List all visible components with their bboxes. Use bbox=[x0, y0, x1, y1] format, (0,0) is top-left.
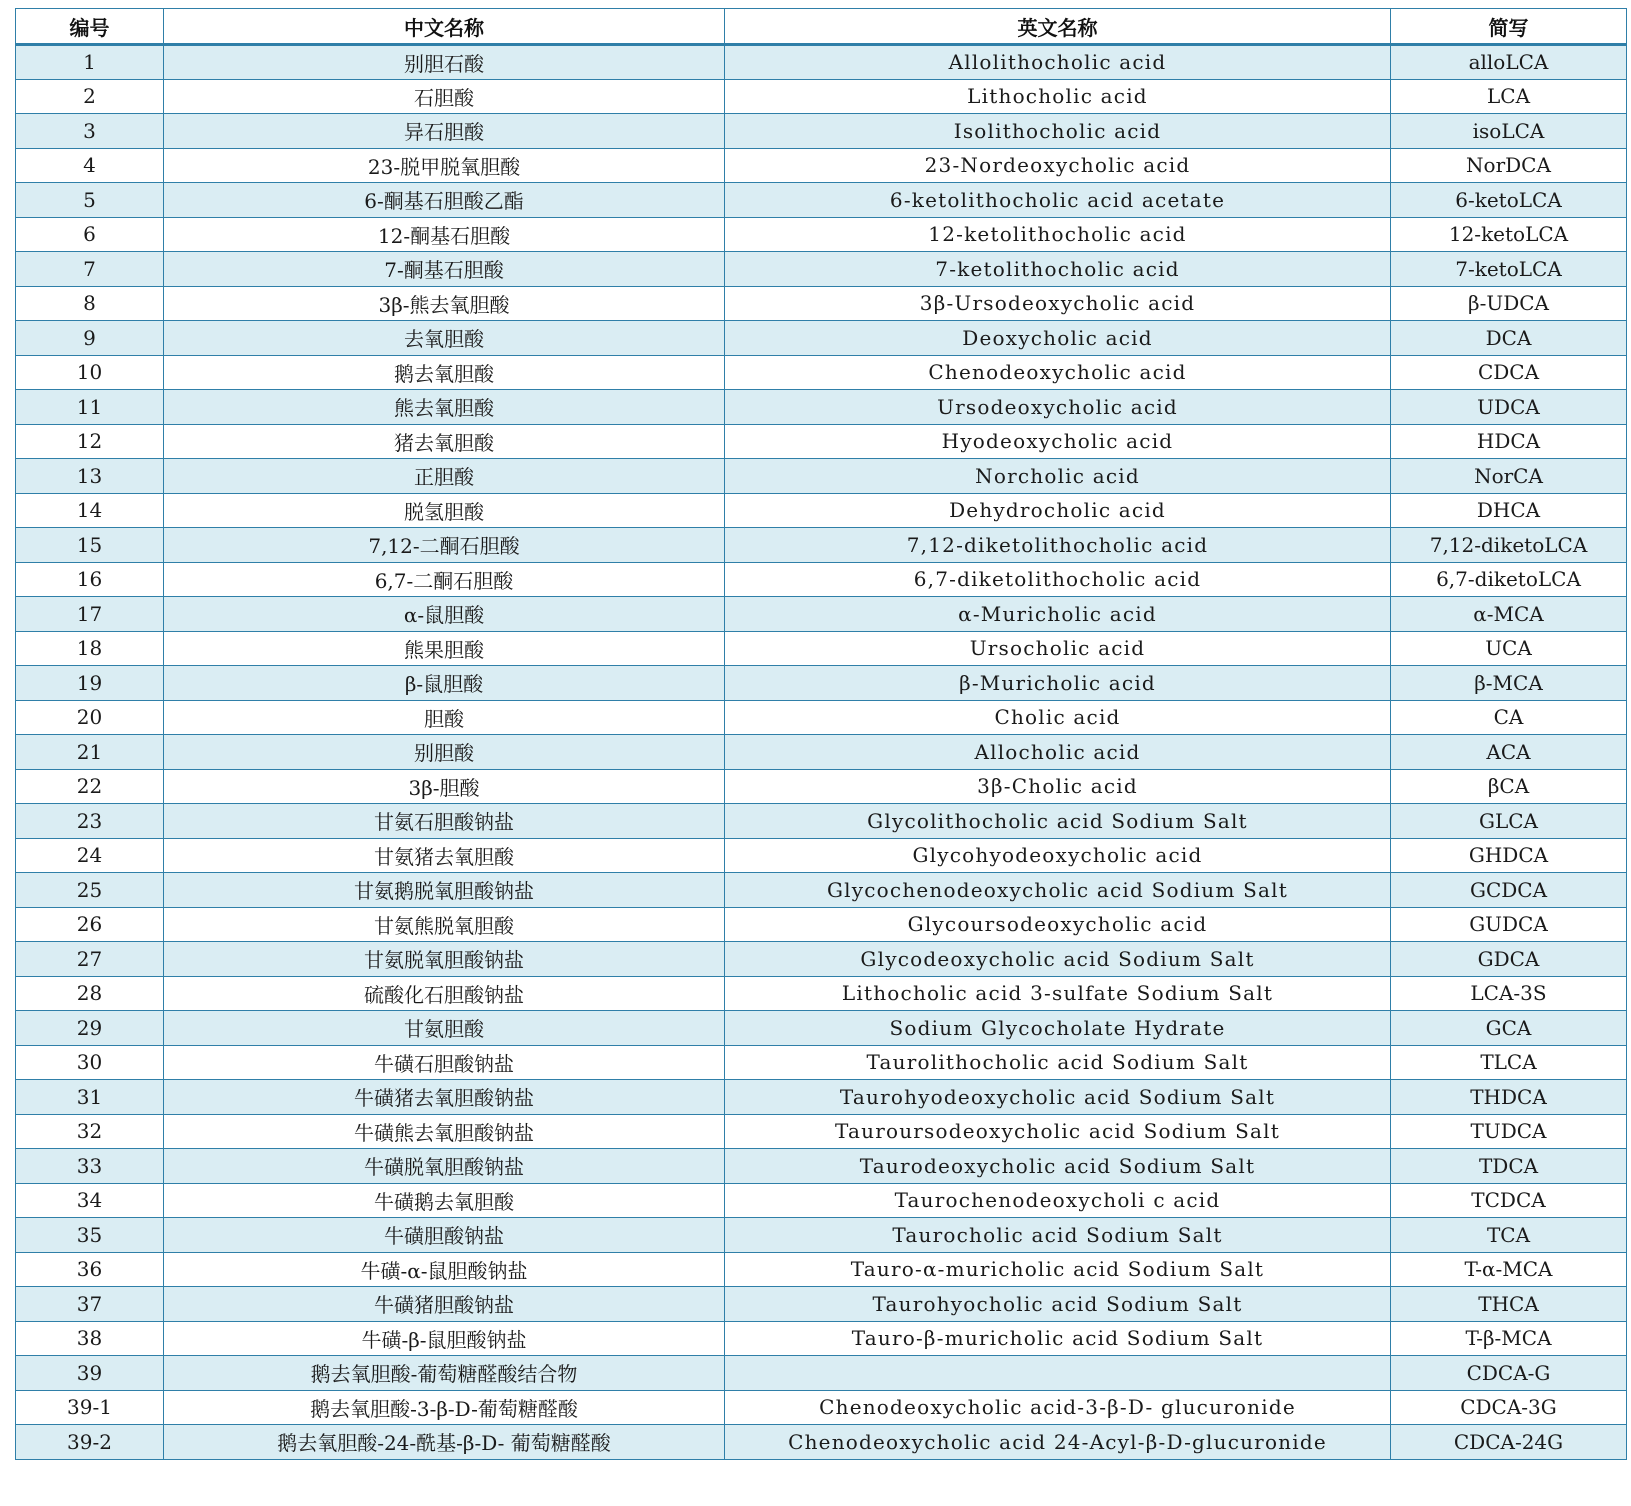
table-row bbox=[16, 390, 1627, 425]
cell-abbreviation: GDCA bbox=[1391, 942, 1627, 977]
cell-english-name: Deoxycholic acid bbox=[725, 321, 1391, 356]
cell-number: 30 bbox=[16, 1045, 164, 1080]
cell-number: 37 bbox=[16, 1287, 164, 1322]
cell-english-name: Allolithocholic acid bbox=[725, 45, 1391, 80]
cell-english-name: Tauroursodeoxycholic acid Sodium Salt bbox=[725, 1114, 1391, 1149]
cell-abbreviation: GCA bbox=[1391, 1011, 1627, 1046]
cell-abbreviation: T-β-MCA bbox=[1391, 1321, 1627, 1356]
cell-abbreviation: β-UDCA bbox=[1391, 286, 1627, 321]
cell-number: 9 bbox=[16, 321, 164, 356]
table-row bbox=[16, 321, 1627, 356]
cell-english-name: 7-ketolithocholic acid bbox=[725, 252, 1391, 287]
cell-number: 11 bbox=[16, 390, 164, 425]
cell-number: 33 bbox=[16, 1149, 164, 1184]
cell-chinese-name: 甘氨猪去氧胆酸 bbox=[164, 838, 725, 873]
cell-chinese-name: 牛磺猪去氧胆酸钠盐 bbox=[164, 1080, 725, 1115]
cell-number: 29 bbox=[16, 1011, 164, 1046]
cell-number: 18 bbox=[16, 631, 164, 666]
cell-english-name: Taurolithocholic acid Sodium Salt bbox=[725, 1045, 1391, 1080]
cell-english-name: Allocholic acid bbox=[725, 735, 1391, 770]
cell-chinese-name: 熊去氧胆酸 bbox=[164, 390, 725, 425]
cell-abbreviation: TLCA bbox=[1391, 1045, 1627, 1080]
cell-abbreviation: GCDCA bbox=[1391, 873, 1627, 908]
cell-number: 35 bbox=[16, 1218, 164, 1253]
cell-english-name: Taurochenodeoxycholi c acid bbox=[725, 1183, 1391, 1218]
cell-number: 13 bbox=[16, 459, 164, 494]
cell-number: 26 bbox=[16, 907, 164, 942]
cell-number: 7 bbox=[16, 252, 164, 287]
cell-chinese-name: 鹅去氧胆酸-3-β-D-葡萄糖醛酸 bbox=[164, 1390, 725, 1425]
cell-abbreviation: alloLCA bbox=[1391, 45, 1627, 80]
header-abbreviation: 简写 bbox=[1391, 9, 1627, 45]
table-row bbox=[16, 355, 1627, 390]
cell-abbreviation: β-MCA bbox=[1391, 666, 1627, 701]
cell-abbreviation: UCA bbox=[1391, 631, 1627, 666]
table-row bbox=[16, 1149, 1627, 1184]
table-row bbox=[16, 528, 1627, 563]
table-row bbox=[16, 1218, 1627, 1253]
cell-english-name: Lithocholic acid bbox=[725, 79, 1391, 114]
cell-english-name: 6-ketolithocholic acid acetate bbox=[725, 183, 1391, 218]
table-row bbox=[16, 804, 1627, 839]
cell-english-name: Tauro-α-muricholic acid Sodium Salt bbox=[725, 1252, 1391, 1287]
table-row bbox=[16, 79, 1627, 114]
cell-english-name: 6,7-diketolithocholic acid bbox=[725, 562, 1391, 597]
table-row bbox=[16, 45, 1627, 80]
table-row bbox=[16, 873, 1627, 908]
cell-chinese-name: 牛磺胆酸钠盐 bbox=[164, 1218, 725, 1253]
cell-number: 22 bbox=[16, 769, 164, 804]
table-row bbox=[16, 769, 1627, 804]
bile-acid-table-container bbox=[15, 8, 1626, 1460]
cell-english-name: Tauro-β-muricholic acid Sodium Salt bbox=[725, 1321, 1391, 1356]
table-row bbox=[16, 493, 1627, 528]
cell-abbreviation: THDCA bbox=[1391, 1080, 1627, 1115]
cell-number: 10 bbox=[16, 355, 164, 390]
cell-chinese-name: 硫酸化石胆酸钠盐 bbox=[164, 976, 725, 1011]
cell-number: 27 bbox=[16, 942, 164, 977]
cell-chinese-name: 胆酸 bbox=[164, 700, 725, 735]
cell-chinese-name: 去氧胆酸 bbox=[164, 321, 725, 356]
cell-abbreviation: TDCA bbox=[1391, 1149, 1627, 1184]
cell-english-name: 23-Nordeoxycholic acid bbox=[725, 148, 1391, 183]
cell-abbreviation: CDCA bbox=[1391, 355, 1627, 390]
table-row bbox=[16, 1080, 1627, 1115]
header-number: 编号 bbox=[16, 9, 164, 45]
table-row bbox=[16, 1287, 1627, 1322]
cell-number: 28 bbox=[16, 976, 164, 1011]
cell-english-name: Ursodeoxycholic acid bbox=[725, 390, 1391, 425]
cell-english-name: Hyodeoxycholic acid bbox=[725, 424, 1391, 459]
cell-chinese-name: 6-酮基石胆酸乙酯 bbox=[164, 183, 725, 218]
cell-chinese-name: 甘氨熊脱氧胆酸 bbox=[164, 907, 725, 942]
cell-abbreviation: α-MCA bbox=[1391, 597, 1627, 632]
cell-chinese-name: 牛磺猪胆酸钠盐 bbox=[164, 1287, 725, 1322]
cell-chinese-name: 7-酮基石胆酸 bbox=[164, 252, 725, 287]
cell-abbreviation: 7-ketoLCA bbox=[1391, 252, 1627, 287]
table-row bbox=[16, 1045, 1627, 1080]
table-row bbox=[16, 148, 1627, 183]
cell-abbreviation: UDCA bbox=[1391, 390, 1627, 425]
cell-abbreviation: HDCA bbox=[1391, 424, 1627, 459]
cell-chinese-name: β-鼠胆酸 bbox=[164, 666, 725, 701]
cell-number: 1 bbox=[16, 45, 164, 80]
cell-abbreviation: 7,12-diketoLCA bbox=[1391, 528, 1627, 563]
cell-chinese-name: α-鼠胆酸 bbox=[164, 597, 725, 632]
table-row bbox=[16, 700, 1627, 735]
cell-number: 34 bbox=[16, 1183, 164, 1218]
cell-chinese-name: 甘氨石胆酸钠盐 bbox=[164, 804, 725, 839]
cell-chinese-name: 甘氨鹅脱氧胆酸钠盐 bbox=[164, 873, 725, 908]
cell-english-name: Taurodeoxycholic acid Sodium Salt bbox=[725, 1149, 1391, 1184]
cell-number: 4 bbox=[16, 148, 164, 183]
table-row bbox=[16, 114, 1627, 149]
cell-number: 39 bbox=[16, 1356, 164, 1391]
header-row bbox=[16, 9, 1627, 45]
table-row bbox=[16, 562, 1627, 597]
cell-chinese-name: 正胆酸 bbox=[164, 459, 725, 494]
table-row bbox=[16, 838, 1627, 873]
bile-acid-table bbox=[15, 8, 1627, 1460]
cell-chinese-name: 牛磺-β-鼠胆酸钠盐 bbox=[164, 1321, 725, 1356]
cell-abbreviation: NorDCA bbox=[1391, 148, 1627, 183]
cell-abbreviation: 6-ketoLCA bbox=[1391, 183, 1627, 218]
cell-chinese-name: 牛磺石胆酸钠盐 bbox=[164, 1045, 725, 1080]
cell-abbreviation: LCA-3S bbox=[1391, 976, 1627, 1011]
cell-number: 20 bbox=[16, 700, 164, 735]
cell-english-name: Norcholic acid bbox=[725, 459, 1391, 494]
cell-abbreviation: THCA bbox=[1391, 1287, 1627, 1322]
table-row bbox=[16, 286, 1627, 321]
cell-abbreviation: LCA bbox=[1391, 79, 1627, 114]
cell-abbreviation: DHCA bbox=[1391, 493, 1627, 528]
cell-english-name: Taurohyodeoxycholic acid Sodium Salt bbox=[725, 1080, 1391, 1115]
cell-english-name: Cholic acid bbox=[725, 700, 1391, 735]
cell-number: 5 bbox=[16, 183, 164, 218]
cell-chinese-name: 别胆酸 bbox=[164, 735, 725, 770]
cell-english-name: β-Muricholic acid bbox=[725, 666, 1391, 701]
cell-english-name: Taurocholic acid Sodium Salt bbox=[725, 1218, 1391, 1253]
table-row bbox=[16, 907, 1627, 942]
cell-chinese-name: 12-酮基石胆酸 bbox=[164, 217, 725, 252]
cell-english-name: Taurohyocholic acid Sodium Salt bbox=[725, 1287, 1391, 1322]
cell-number: 39-1 bbox=[16, 1390, 164, 1425]
cell-number: 32 bbox=[16, 1114, 164, 1149]
cell-english-name: Chenodeoxycholic acid-3-β-D- glucuronide bbox=[725, 1390, 1391, 1425]
cell-english-name: Dehydrocholic acid bbox=[725, 493, 1391, 528]
cell-abbreviation: TCA bbox=[1391, 1218, 1627, 1253]
table-row bbox=[16, 1356, 1627, 1391]
table-row bbox=[16, 631, 1627, 666]
table-row bbox=[16, 1390, 1627, 1425]
table-row bbox=[16, 1321, 1627, 1356]
cell-number: 25 bbox=[16, 873, 164, 908]
cell-number: 12 bbox=[16, 424, 164, 459]
table-row bbox=[16, 976, 1627, 1011]
cell-number: 21 bbox=[16, 735, 164, 770]
cell-abbreviation: T-α-MCA bbox=[1391, 1252, 1627, 1287]
cell-english-name: Ursocholic acid bbox=[725, 631, 1391, 666]
cell-number: 14 bbox=[16, 493, 164, 528]
cell-chinese-name: 别胆石酸 bbox=[164, 45, 725, 80]
cell-english-name: Chenodeoxycholic acid bbox=[725, 355, 1391, 390]
cell-english-name: 12-ketolithocholic acid bbox=[725, 217, 1391, 252]
cell-abbreviation: CDCA-3G bbox=[1391, 1390, 1627, 1425]
cell-chinese-name: 3β-胆酸 bbox=[164, 769, 725, 804]
cell-english-name: Glycohyodeoxycholic acid bbox=[725, 838, 1391, 873]
cell-abbreviation: βCA bbox=[1391, 769, 1627, 804]
table-body bbox=[16, 45, 1627, 1460]
cell-english-name: Glycoursodeoxycholic acid bbox=[725, 907, 1391, 942]
cell-english-name: Glycochenodeoxycholic acid Sodium Salt bbox=[725, 873, 1391, 908]
cell-number: 31 bbox=[16, 1080, 164, 1115]
cell-chinese-name: 23-脱甲脱氧胆酸 bbox=[164, 148, 725, 183]
cell-number: 24 bbox=[16, 838, 164, 873]
cell-abbreviation: ACA bbox=[1391, 735, 1627, 770]
cell-abbreviation: 6,7-diketoLCA bbox=[1391, 562, 1627, 597]
header-chinese-name: 中文名称 bbox=[164, 9, 725, 45]
table-row bbox=[16, 183, 1627, 218]
table-row bbox=[16, 666, 1627, 701]
cell-abbreviation: GUDCA bbox=[1391, 907, 1627, 942]
cell-number: 3 bbox=[16, 114, 164, 149]
cell-number: 16 bbox=[16, 562, 164, 597]
cell-chinese-name: 牛磺熊去氧胆酸钠盐 bbox=[164, 1114, 725, 1149]
cell-english-name: Sodium Glycocholate Hydrate bbox=[725, 1011, 1391, 1046]
cell-chinese-name: 猪去氧胆酸 bbox=[164, 424, 725, 459]
cell-abbreviation: CDCA-24G bbox=[1391, 1425, 1627, 1460]
cell-chinese-name: 鹅去氧胆酸-24-酰基-β-D- 葡萄糖醛酸 bbox=[164, 1425, 725, 1460]
cell-number: 39-2 bbox=[16, 1425, 164, 1460]
cell-number: 6 bbox=[16, 217, 164, 252]
cell-number: 19 bbox=[16, 666, 164, 701]
cell-english-name bbox=[725, 1356, 1391, 1391]
table-row bbox=[16, 1183, 1627, 1218]
cell-chinese-name: 熊果胆酸 bbox=[164, 631, 725, 666]
cell-number: 15 bbox=[16, 528, 164, 563]
cell-english-name: Chenodeoxycholic acid 24-Acyl-β-D-glucuronide bbox=[725, 1425, 1391, 1460]
cell-abbreviation: NorCA bbox=[1391, 459, 1627, 494]
cell-number: 23 bbox=[16, 804, 164, 839]
cell-number: 36 bbox=[16, 1252, 164, 1287]
cell-abbreviation: TCDCA bbox=[1391, 1183, 1627, 1218]
cell-number: 17 bbox=[16, 597, 164, 632]
table-row bbox=[16, 1114, 1627, 1149]
cell-abbreviation: GHDCA bbox=[1391, 838, 1627, 873]
cell-chinese-name: 牛磺鹅去氧胆酸 bbox=[164, 1183, 725, 1218]
cell-abbreviation: DCA bbox=[1391, 321, 1627, 356]
cell-english-name: 3β-Cholic acid bbox=[725, 769, 1391, 804]
cell-number: 38 bbox=[16, 1321, 164, 1356]
table-row bbox=[16, 942, 1627, 977]
cell-chinese-name: 甘氨胆酸 bbox=[164, 1011, 725, 1046]
table-row bbox=[16, 1252, 1627, 1287]
table-header bbox=[16, 9, 1627, 45]
cell-abbreviation: GLCA bbox=[1391, 804, 1627, 839]
cell-chinese-name: 异石胆酸 bbox=[164, 114, 725, 149]
cell-number: 8 bbox=[16, 286, 164, 321]
cell-abbreviation: CA bbox=[1391, 700, 1627, 735]
table-row bbox=[16, 424, 1627, 459]
header-english-name: 英文名称 bbox=[725, 9, 1391, 45]
table-row bbox=[16, 735, 1627, 770]
cell-chinese-name: 牛磺脱氧胆酸钠盐 bbox=[164, 1149, 725, 1184]
cell-chinese-name: 脱氢胆酸 bbox=[164, 493, 725, 528]
cell-chinese-name: 7,12-二酮石胆酸 bbox=[164, 528, 725, 563]
cell-chinese-name: 3β-熊去氧胆酸 bbox=[164, 286, 725, 321]
table-row bbox=[16, 217, 1627, 252]
cell-chinese-name: 甘氨脱氧胆酸钠盐 bbox=[164, 942, 725, 977]
cell-chinese-name: 石胆酸 bbox=[164, 79, 725, 114]
cell-english-name: Glycolithocholic acid Sodium Salt bbox=[725, 804, 1391, 839]
cell-chinese-name: 鹅去氧胆酸 bbox=[164, 355, 725, 390]
table-row bbox=[16, 1011, 1627, 1046]
cell-chinese-name: 牛磺-α-鼠胆酸钠盐 bbox=[164, 1252, 725, 1287]
cell-abbreviation: CDCA-G bbox=[1391, 1356, 1627, 1391]
cell-english-name: 3β-Ursodeoxycholic acid bbox=[725, 286, 1391, 321]
cell-chinese-name: 6,7-二酮石胆酸 bbox=[164, 562, 725, 597]
cell-abbreviation: isoLCA bbox=[1391, 114, 1627, 149]
cell-english-name: Glycodeoxycholic acid Sodium Salt bbox=[725, 942, 1391, 977]
table-row bbox=[16, 1425, 1627, 1460]
cell-english-name: Lithocholic acid 3-sulfate Sodium Salt bbox=[725, 976, 1391, 1011]
table-row bbox=[16, 252, 1627, 287]
cell-abbreviation: 12-ketoLCA bbox=[1391, 217, 1627, 252]
cell-english-name: 7,12-diketolithocholic acid bbox=[725, 528, 1391, 563]
cell-number: 2 bbox=[16, 79, 164, 114]
table-row bbox=[16, 597, 1627, 632]
cell-english-name: α-Muricholic acid bbox=[725, 597, 1391, 632]
cell-abbreviation: TUDCA bbox=[1391, 1114, 1627, 1149]
table-row bbox=[16, 459, 1627, 494]
cell-english-name: Isolithocholic acid bbox=[725, 114, 1391, 149]
cell-chinese-name: 鹅去氧胆酸-葡萄糖醛酸结合物 bbox=[164, 1356, 725, 1391]
